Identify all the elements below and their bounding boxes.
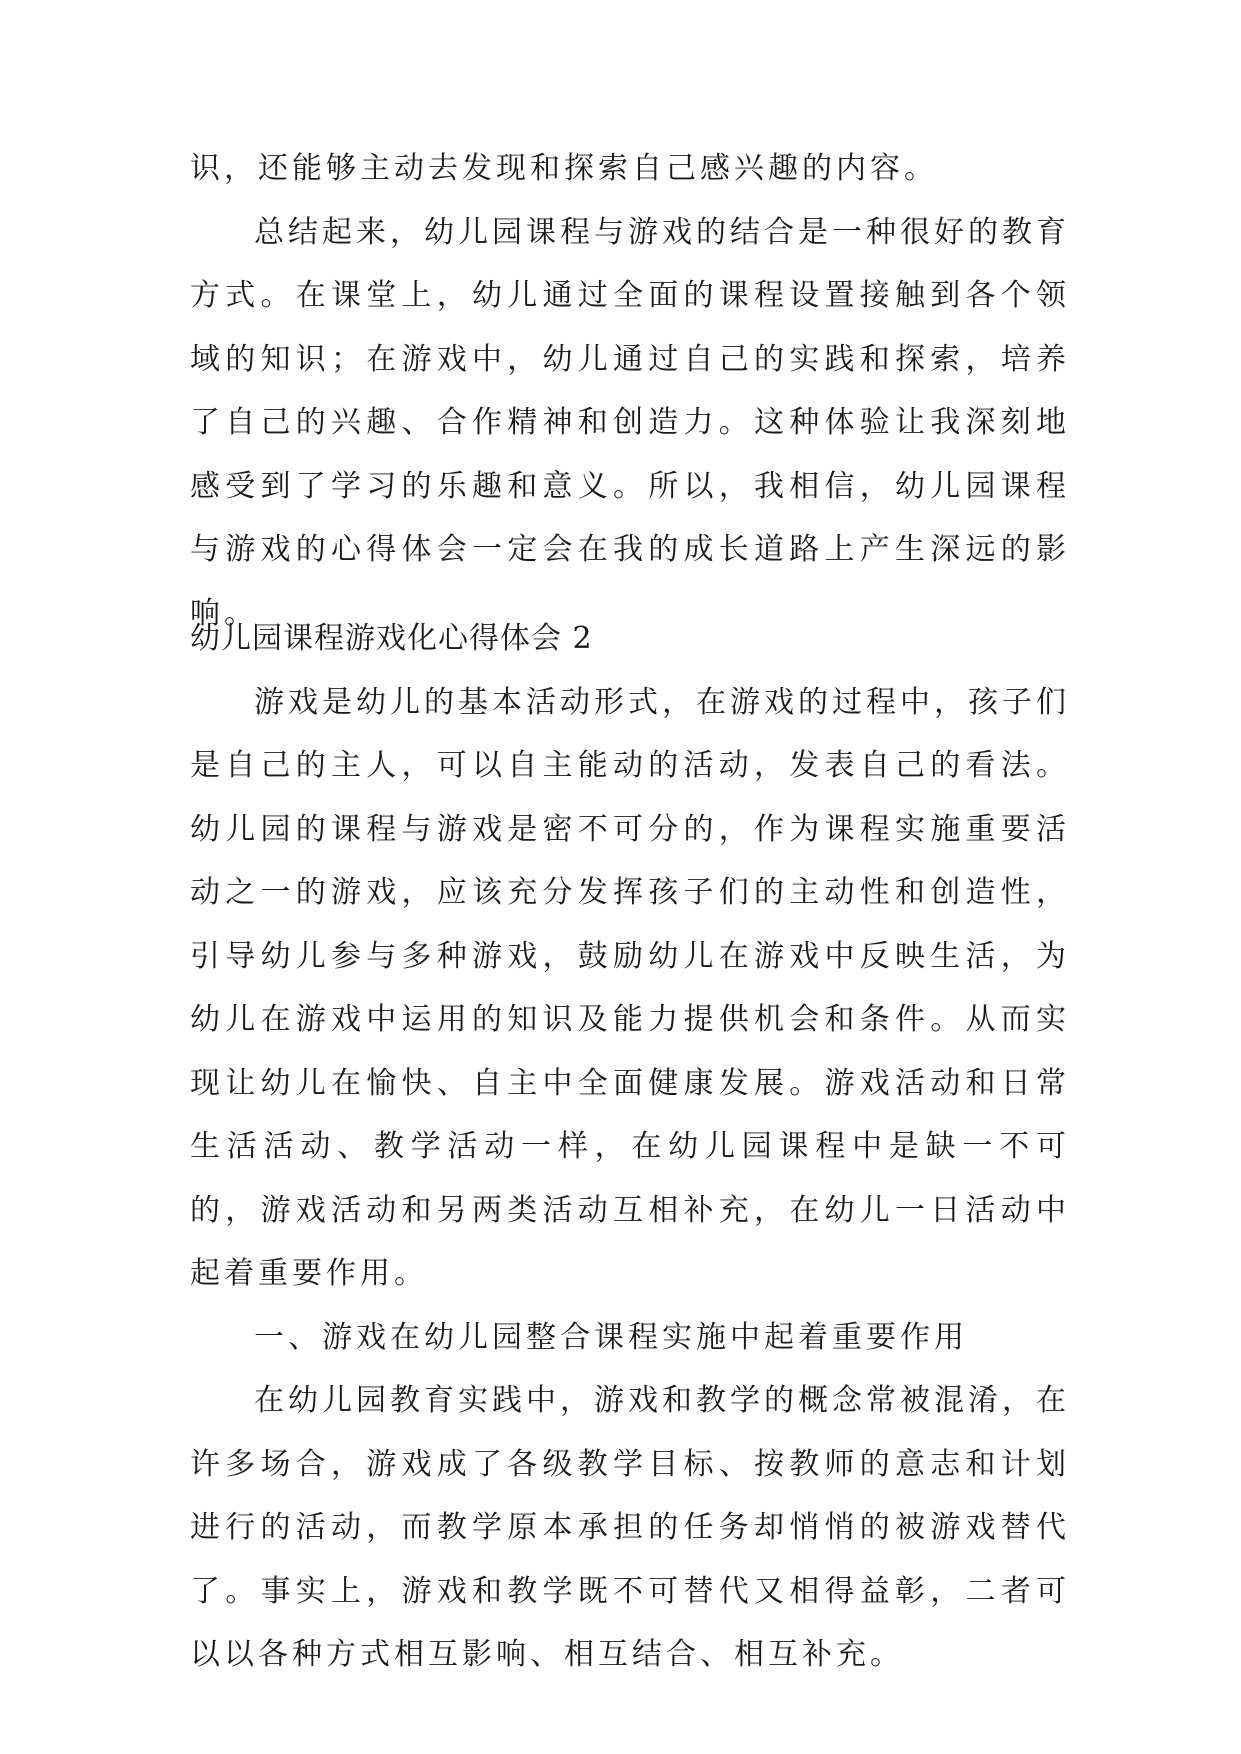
body-paragraph-1: 游戏是幼儿的基本活动形式，在游戏的过程中，孩子们是自己的主人，可以自主能动的活动，发表自己的看法。幼儿园的课程与游戏是密不可分的，作为课程实施重要活动之一的游戏，应该充分发挥孩子们的主动性和创造性，引导幼儿参与多种游戏，鼓励幼儿在游戏中反映生活，为幼儿在游戏中运用的知识及能力提供机会和条件。从而实现让幼儿在愉快、自主中全面健康发展。游戏活动和日常生活活动、教学活动一样，在幼儿园课程中是缺一不可的，游戏活动和另两类活动互相补充，在幼儿一日活动中起着重要作用。 <box>190 684 1070 1291</box>
summary-paragraph: 总结起来，幼儿园课程与游戏的结合是一种很好的教育方式。在课堂上，幼儿通过全面的课程设置接触到各个领域的知识；在游戏中，幼儿通过自己的实践和探索，培养了自己的兴趣、合作精神和创造力。这种体验让我深刻地感受到了学习的乐趣和意义。所以，我相信，幼儿园课程与游戏的心得体会一定会在我的成长道路上产生深远的影响。 <box>190 214 1070 631</box>
section-1 <box>190 137 1070 645</box>
continuation-paragraph: 识，还能够主动去发现和探索自己感兴趣的内容。 <box>190 151 938 186</box>
section-heading: 幼儿园课程游戏化心得体会 2 <box>190 621 593 656</box>
body-paragraph-2: 在幼儿园教育实践中，游戏和教学的概念常被混淆，在许多场合，游戏成了各级教学目标、按教师的意志和计划进行的活动，而教学原本承担的任务却悄悄的被游戏替代了。事实上，游戏和教学既不可替代又相得益彰，二者可以以各种方式相互影响、相互结合、相互补充。 <box>190 1383 1070 1672</box>
subheading-paragraph: 一、游戏在幼儿园整合课程实施中起着重要作用 <box>254 1319 968 1355</box>
section-2 <box>190 607 1070 1687</box>
